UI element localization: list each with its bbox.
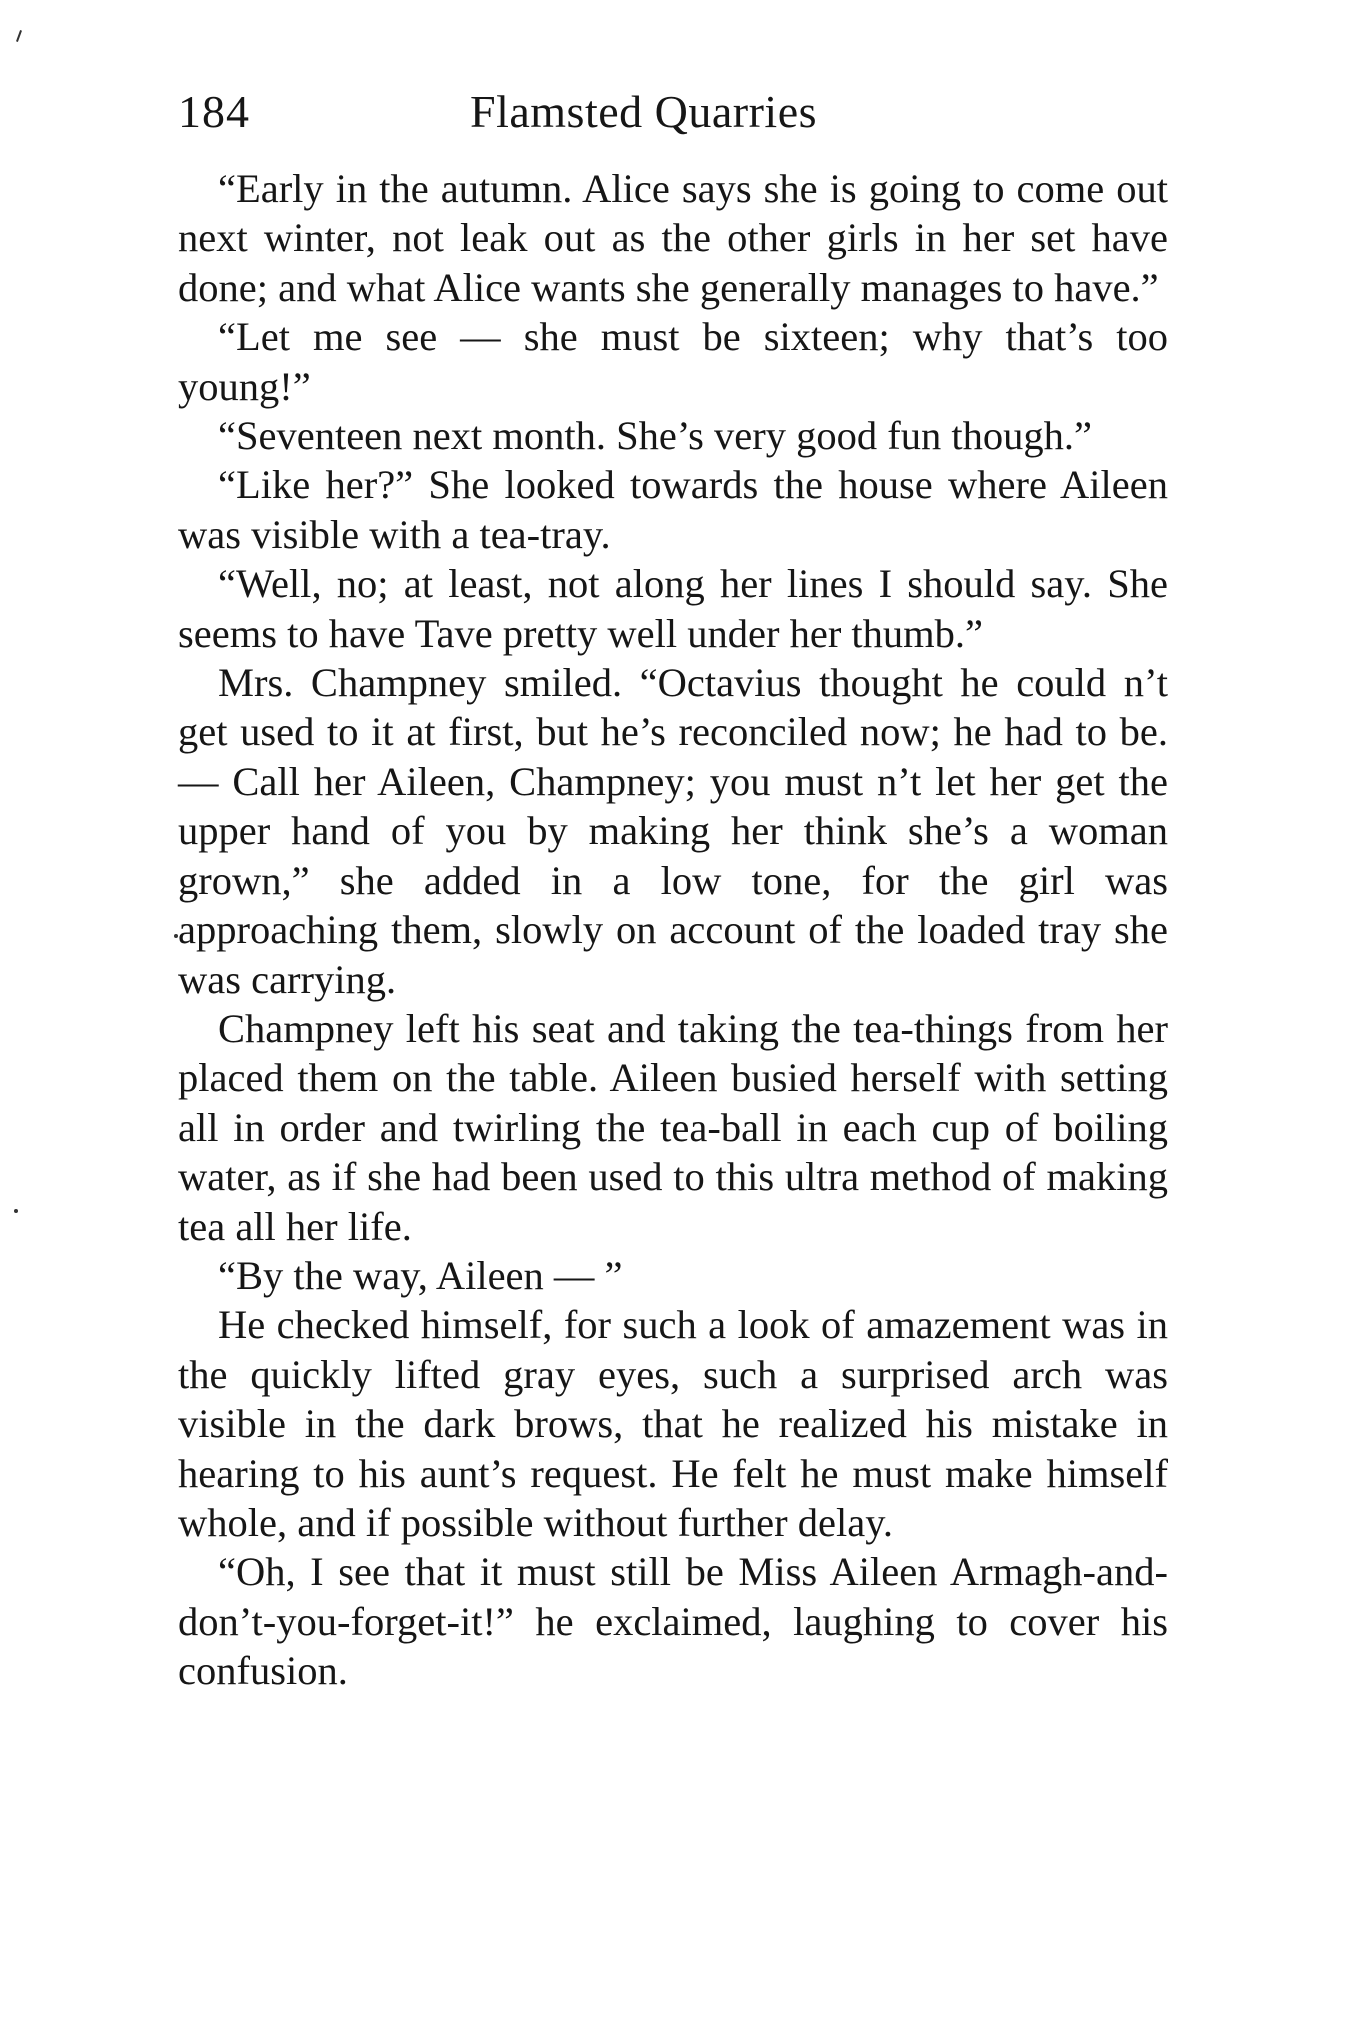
paragraph: He checked himself, for such a look of amazement was in the quickly lifted gray eyes, such a surprised arch was visible in the dark brows, that he realized his mistake in hearing to his aunt’s request. He felt he must make himself whole, and if possible without further delay. [178,1302,1168,1545]
margin-mark [16,30,22,42]
paragraph: “Early in the autumn. Alice says she is going to come out next winter, not leak out as the other girls in her set have done; and what Alice wants she generally manages to have.” [178,166,1168,310]
paragraph: Champney left his seat and taking the tea-things from her placed them on the table. Aileen busied herself with setting all in order and twirling the tea-ball in each cup of boiling water, as if she had been used to this ultra method of making tea all her life. [178,1005,1168,1249]
paragraph: “By the way, Aileen — ” [218,1252,623,1298]
body-text [178,164,1168,1696]
paragraph: “Let me see — she must be sixteen; why that’s too young!” [178,314,1168,409]
paragraph: “Well, no; at least, not along her lines I should say. She seems to have Tave pretty well under her thumb.” [178,561,1168,656]
running-title: Flamsted Quarries [470,86,818,137]
paragraph: “Like her?” She looked towards the house where Aileen was visible with a tea-tray. [178,462,1168,557]
paragraph: Mrs. Champney smiled. “Octavius thought he could n’t get used to it at first, but he’s reconciled now; he had to be. — Call her Aileen, Champney; you must n’t let her get the upper hand of you by making her think she’s a woman grown,” she added in a low tone, for the girl was approaching them, slowly on account of the loaded tray she was carrying. [178,660,1168,1002]
page-number: 184 [178,86,250,137]
ink-speck [14,1209,18,1213]
page-header [178,82,1178,142]
paragraph: “Seventeen next month. She’s very good fun though.” [218,413,1092,459]
paragraph: “Oh, I see that it must still be Miss Aileen Armagh-and-don’t-you-forget-it!” he exclaimed, laughing to cover his confusion. [178,1549,1168,1694]
